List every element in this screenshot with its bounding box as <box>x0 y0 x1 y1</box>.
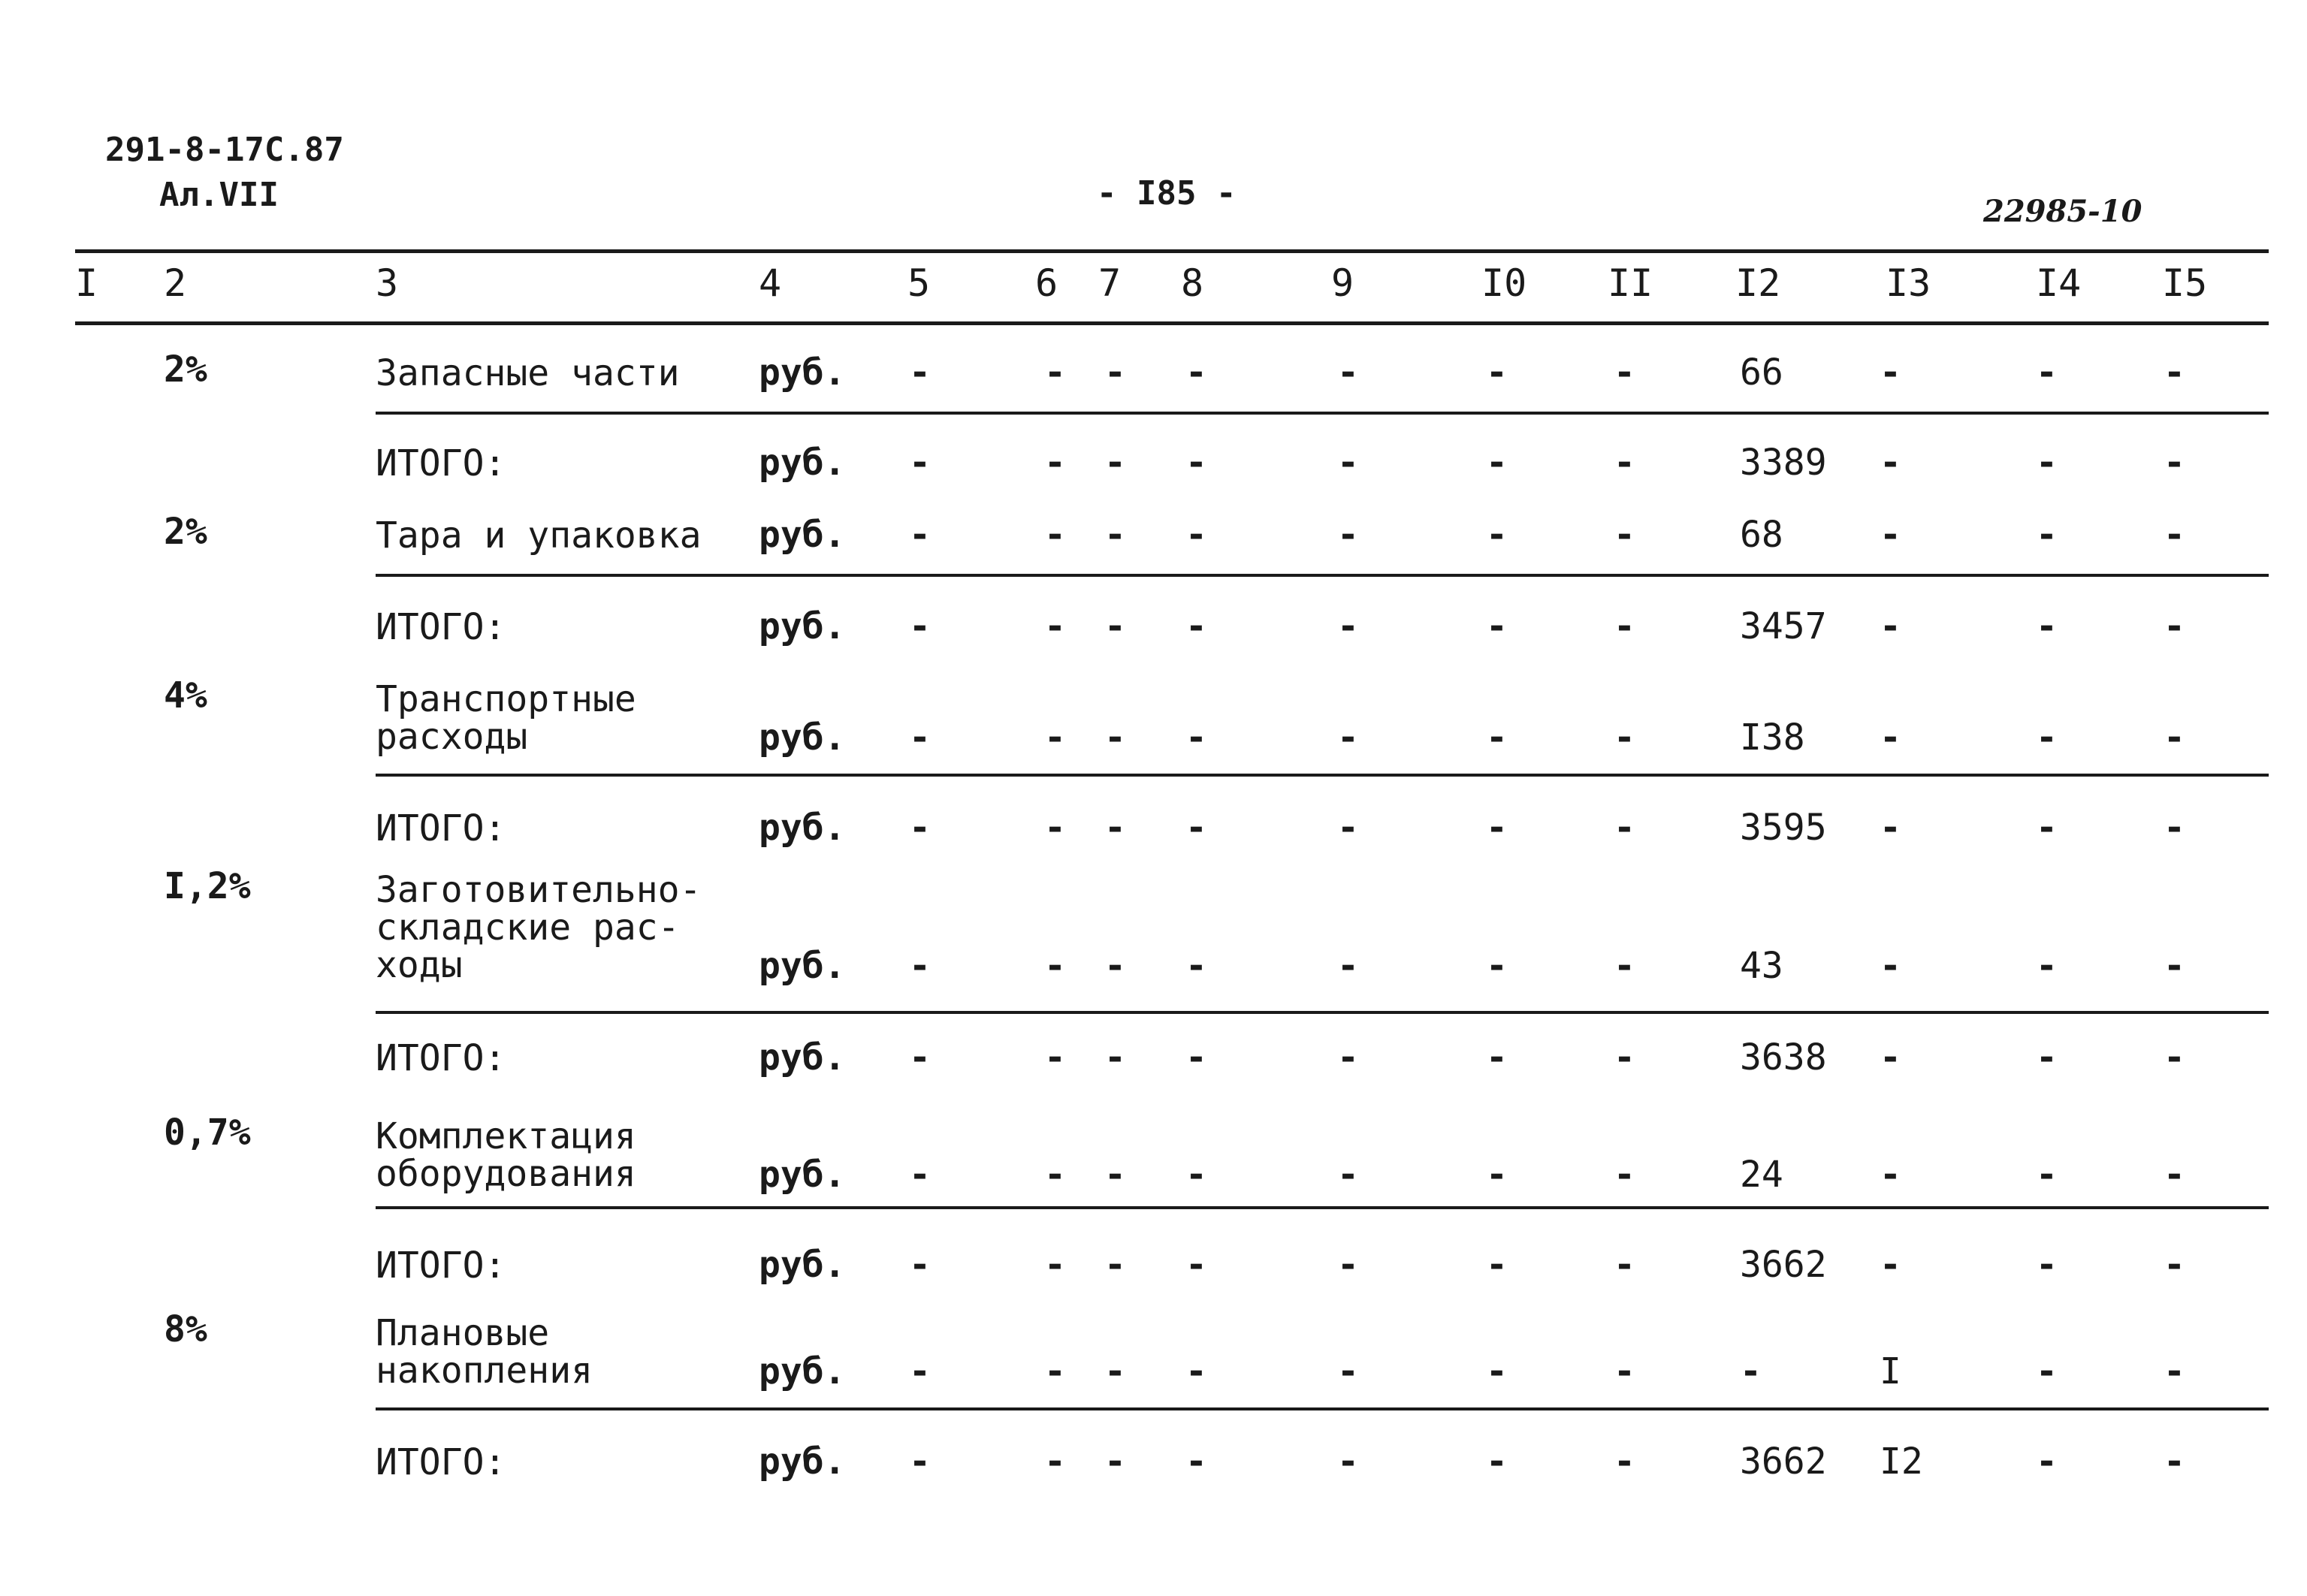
column-header-15: I5 <box>2162 261 2208 305</box>
empty-cell-dash: - <box>1044 1350 1066 1392</box>
empty-cell-dash: - <box>1044 1244 1066 1286</box>
value-cell: I <box>1880 1350 1901 1392</box>
empty-cell-dash: - <box>1740 1350 1762 1392</box>
empty-cell-dash: - <box>1185 1036 1207 1079</box>
row-rate: 8% <box>164 1308 207 1350</box>
row-name-line: ИТОГО: <box>376 606 506 648</box>
empty-cell-dash: - <box>1337 807 1359 849</box>
table-top-rule <box>75 249 2269 253</box>
empty-cell-dash: - <box>1104 945 1126 987</box>
empty-cell-dash: - <box>909 945 931 987</box>
row-rate: 0,7% <box>164 1112 251 1154</box>
empty-cell-dash: - <box>1185 1350 1207 1392</box>
empty-cell-dash: - <box>1044 351 1066 394</box>
empty-cell-dash: - <box>1337 605 1359 647</box>
empty-cell-dash: - <box>1486 1441 1508 1483</box>
empty-cell-dash: - <box>1104 807 1126 849</box>
column-header-9: 9 <box>1331 261 1354 305</box>
inventory-number: 22985-10 <box>1983 194 2142 229</box>
empty-cell-dash: - <box>1104 514 1126 556</box>
row-rate: I,2% <box>164 865 251 907</box>
empty-cell-dash: - <box>2036 1154 2058 1196</box>
empty-cell-dash: - <box>1044 1441 1066 1483</box>
column-header-8: 8 <box>1181 261 1204 305</box>
document-code: 291-8-17С.87 <box>105 131 344 169</box>
empty-cell-dash: - <box>1486 605 1508 647</box>
empty-cell-dash: - <box>1104 1154 1126 1196</box>
column-header-3: 3 <box>376 261 399 305</box>
empty-cell-dash: - <box>1614 1441 1635 1483</box>
empty-cell-dash: - <box>1044 1036 1066 1079</box>
empty-cell-dash: - <box>1185 351 1207 394</box>
empty-cell-dash: - <box>1044 807 1066 849</box>
empty-cell-dash: - <box>2164 442 2185 484</box>
empty-cell-dash: - <box>1337 1441 1359 1483</box>
row-unit: руб. <box>759 1441 846 1483</box>
empty-cell-dash: - <box>1337 442 1359 484</box>
column-header-10: I0 <box>1481 261 1527 305</box>
column-header-11: II <box>1608 261 1653 305</box>
empty-cell-dash: - <box>1104 1350 1126 1392</box>
column-header-7: 7 <box>1098 261 1122 305</box>
empty-cell-dash: - <box>1337 1036 1359 1079</box>
empty-cell-dash: - <box>2036 807 2058 849</box>
row-name-line: накопления <box>376 1350 593 1392</box>
row-unit: руб. <box>759 717 846 759</box>
empty-cell-dash: - <box>2036 351 2058 394</box>
empty-cell-dash: - <box>1044 442 1066 484</box>
value-cell: 3662 <box>1740 1441 1827 1483</box>
empty-cell-dash: - <box>1044 605 1066 647</box>
subtotal-separator <box>376 774 2269 777</box>
empty-cell-dash: - <box>1880 605 1901 647</box>
empty-cell-dash: - <box>1614 945 1635 987</box>
empty-cell-dash: - <box>2036 514 2058 556</box>
empty-cell-dash: - <box>1104 717 1126 759</box>
value-cell: 3662 <box>1740 1244 1827 1286</box>
value-cell: 68 <box>1740 514 1783 556</box>
row-name-line: Тара и упаковка <box>376 514 702 557</box>
empty-cell-dash: - <box>1486 945 1508 987</box>
row-name-line: Плановые <box>376 1312 550 1354</box>
empty-cell-dash: - <box>1614 1036 1635 1079</box>
empty-cell-dash: - <box>909 1244 931 1286</box>
value-cell: 43 <box>1740 945 1783 987</box>
empty-cell-dash: - <box>1104 1244 1126 1286</box>
empty-cell-dash: - <box>909 807 931 849</box>
empty-cell-dash: - <box>909 514 931 556</box>
empty-cell-dash: - <box>2164 1154 2185 1196</box>
empty-cell-dash: - <box>1185 807 1207 849</box>
column-header-13: I3 <box>1886 261 1931 305</box>
empty-cell-dash: - <box>1486 717 1508 759</box>
row-name-line: ИТОГО: <box>376 807 506 849</box>
row-unit: руб. <box>759 605 846 647</box>
empty-cell-dash: - <box>909 351 931 394</box>
empty-cell-dash: - <box>1044 514 1066 556</box>
row-name-line: оборудования <box>376 1153 636 1195</box>
empty-cell-dash: - <box>1880 807 1901 849</box>
empty-cell-dash: - <box>2164 717 2185 759</box>
empty-cell-dash: - <box>1614 1244 1635 1286</box>
empty-cell-dash: - <box>2164 1036 2185 1079</box>
empty-cell-dash: - <box>1880 1244 1901 1286</box>
empty-cell-dash: - <box>909 605 931 647</box>
empty-cell-dash: - <box>2164 605 2185 647</box>
empty-cell-dash: - <box>1044 717 1066 759</box>
empty-cell-dash: - <box>2164 514 2185 556</box>
empty-cell-dash: - <box>1337 717 1359 759</box>
empty-cell-dash: - <box>909 442 931 484</box>
subtotal-separator <box>376 412 2269 415</box>
empty-cell-dash: - <box>1614 1154 1635 1196</box>
empty-cell-dash: - <box>1614 605 1635 647</box>
column-header-6: 6 <box>1035 261 1058 305</box>
row-rate: 2% <box>164 511 207 553</box>
empty-cell-dash: - <box>2036 605 2058 647</box>
empty-cell-dash: - <box>2164 351 2185 394</box>
empty-cell-dash: - <box>1104 605 1126 647</box>
empty-cell-dash: - <box>1337 1350 1359 1392</box>
subtotal-separator <box>376 1407 2269 1410</box>
empty-cell-dash: - <box>1044 1154 1066 1196</box>
row-name-line: Запасные части <box>376 352 680 394</box>
empty-cell-dash: - <box>1486 1036 1508 1079</box>
value-cell: 3595 <box>1740 807 1827 849</box>
row-unit: руб. <box>759 442 846 484</box>
value-cell: 66 <box>1740 351 1783 394</box>
column-header-1: I <box>75 261 98 305</box>
empty-cell-dash: - <box>1104 442 1126 484</box>
value-cell: 3389 <box>1740 442 1827 484</box>
empty-cell-dash: - <box>1880 514 1901 556</box>
empty-cell-dash: - <box>1486 442 1508 484</box>
value-cell: 3638 <box>1740 1036 1827 1079</box>
empty-cell-dash: - <box>1614 1350 1635 1392</box>
empty-cell-dash: - <box>1614 807 1635 849</box>
empty-cell-dash: - <box>909 1154 931 1196</box>
row-unit: руб. <box>759 945 846 987</box>
empty-cell-dash: - <box>2036 1441 2058 1483</box>
empty-cell-dash: - <box>1185 1244 1207 1286</box>
empty-cell-dash: - <box>1044 945 1066 987</box>
empty-cell-dash: - <box>1185 1154 1207 1196</box>
row-unit: руб. <box>759 1244 846 1286</box>
empty-cell-dash: - <box>909 1441 931 1483</box>
empty-cell-dash: - <box>2036 945 2058 987</box>
empty-cell-dash: - <box>1486 1350 1508 1392</box>
empty-cell-dash: - <box>1880 351 1901 394</box>
row-name-line: ИТОГО: <box>376 1441 506 1483</box>
empty-cell-dash: - <box>1614 717 1635 759</box>
row-name-line: Заготовительно- <box>376 869 702 911</box>
empty-cell-dash: - <box>909 1350 931 1392</box>
row-name-line: складские рас- <box>376 907 680 949</box>
empty-cell-dash: - <box>1185 717 1207 759</box>
empty-cell-dash: - <box>1337 1244 1359 1286</box>
empty-cell-dash: - <box>2164 945 2185 987</box>
empty-cell-dash: - <box>2164 807 2185 849</box>
empty-cell-dash: - <box>1104 1036 1126 1079</box>
empty-cell-dash: - <box>1880 717 1901 759</box>
empty-cell-dash: - <box>1104 351 1126 394</box>
empty-cell-dash: - <box>1486 1154 1508 1196</box>
empty-cell-dash: - <box>1880 442 1901 484</box>
empty-cell-dash: - <box>2164 1244 2185 1286</box>
row-unit: руб. <box>759 1154 846 1196</box>
empty-cell-dash: - <box>1104 1441 1126 1483</box>
empty-cell-dash: - <box>1486 807 1508 849</box>
row-rate: 2% <box>164 348 207 391</box>
empty-cell-dash: - <box>1486 514 1508 556</box>
row-unit: руб. <box>759 1350 846 1392</box>
header-bottom-rule <box>75 321 2269 325</box>
empty-cell-dash: - <box>1337 514 1359 556</box>
empty-cell-dash: - <box>1486 1244 1508 1286</box>
page-number: - I85 - <box>1097 174 1237 213</box>
empty-cell-dash: - <box>2036 442 2058 484</box>
row-name-line: Транспортные <box>376 678 636 720</box>
empty-cell-dash: - <box>909 717 931 759</box>
empty-cell-dash: - <box>1880 1154 1901 1196</box>
row-name-line: Комплектация <box>376 1115 636 1157</box>
column-header-14: I4 <box>2036 261 2082 305</box>
row-name-line: ИТОГО: <box>376 442 506 484</box>
column-header-12: I2 <box>1735 261 1781 305</box>
album-label: Ал.VII <box>159 176 279 214</box>
value-cell: I38 <box>1740 717 1805 759</box>
empty-cell-dash: - <box>2036 1350 2058 1392</box>
empty-cell-dash: - <box>1185 514 1207 556</box>
empty-cell-dash: - <box>1486 351 1508 394</box>
subtotal-separator <box>376 1011 2269 1014</box>
value-cell: I2 <box>1880 1441 1923 1483</box>
empty-cell-dash: - <box>2164 1350 2185 1392</box>
empty-cell-dash: - <box>1185 605 1207 647</box>
empty-cell-dash: - <box>2036 1244 2058 1286</box>
row-unit: руб. <box>759 1036 846 1079</box>
row-name-line: ИТОГО: <box>376 1245 506 1287</box>
column-header-5: 5 <box>907 261 931 305</box>
empty-cell-dash: - <box>1185 945 1207 987</box>
column-header-2: 2 <box>164 261 187 305</box>
row-name-line: расходы <box>376 716 528 758</box>
row-rate: 4% <box>164 674 207 717</box>
empty-cell-dash: - <box>1337 351 1359 394</box>
empty-cell-dash: - <box>1337 945 1359 987</box>
empty-cell-dash: - <box>909 1036 931 1079</box>
empty-cell-dash: - <box>1185 442 1207 484</box>
value-cell: 24 <box>1740 1154 1783 1196</box>
empty-cell-dash: - <box>1880 945 1901 987</box>
row-unit: руб. <box>759 807 846 849</box>
empty-cell-dash: - <box>1614 514 1635 556</box>
empty-cell-dash: - <box>1185 1441 1207 1483</box>
empty-cell-dash: - <box>1880 1036 1901 1079</box>
empty-cell-dash: - <box>2164 1441 2185 1483</box>
empty-cell-dash: - <box>1337 1154 1359 1196</box>
row-unit: руб. <box>759 514 846 556</box>
subtotal-separator <box>376 1206 2269 1209</box>
empty-cell-dash: - <box>1614 442 1635 484</box>
empty-cell-dash: - <box>2036 1036 2058 1079</box>
empty-cell-dash: - <box>2036 717 2058 759</box>
value-cell: 3457 <box>1740 605 1827 647</box>
row-name-line: ходы <box>376 944 463 986</box>
row-name-line: ИТОГО: <box>376 1037 506 1079</box>
column-header-4: 4 <box>759 261 782 305</box>
empty-cell-dash: - <box>1614 351 1635 394</box>
row-unit: руб. <box>759 351 846 394</box>
subtotal-separator <box>376 574 2269 577</box>
